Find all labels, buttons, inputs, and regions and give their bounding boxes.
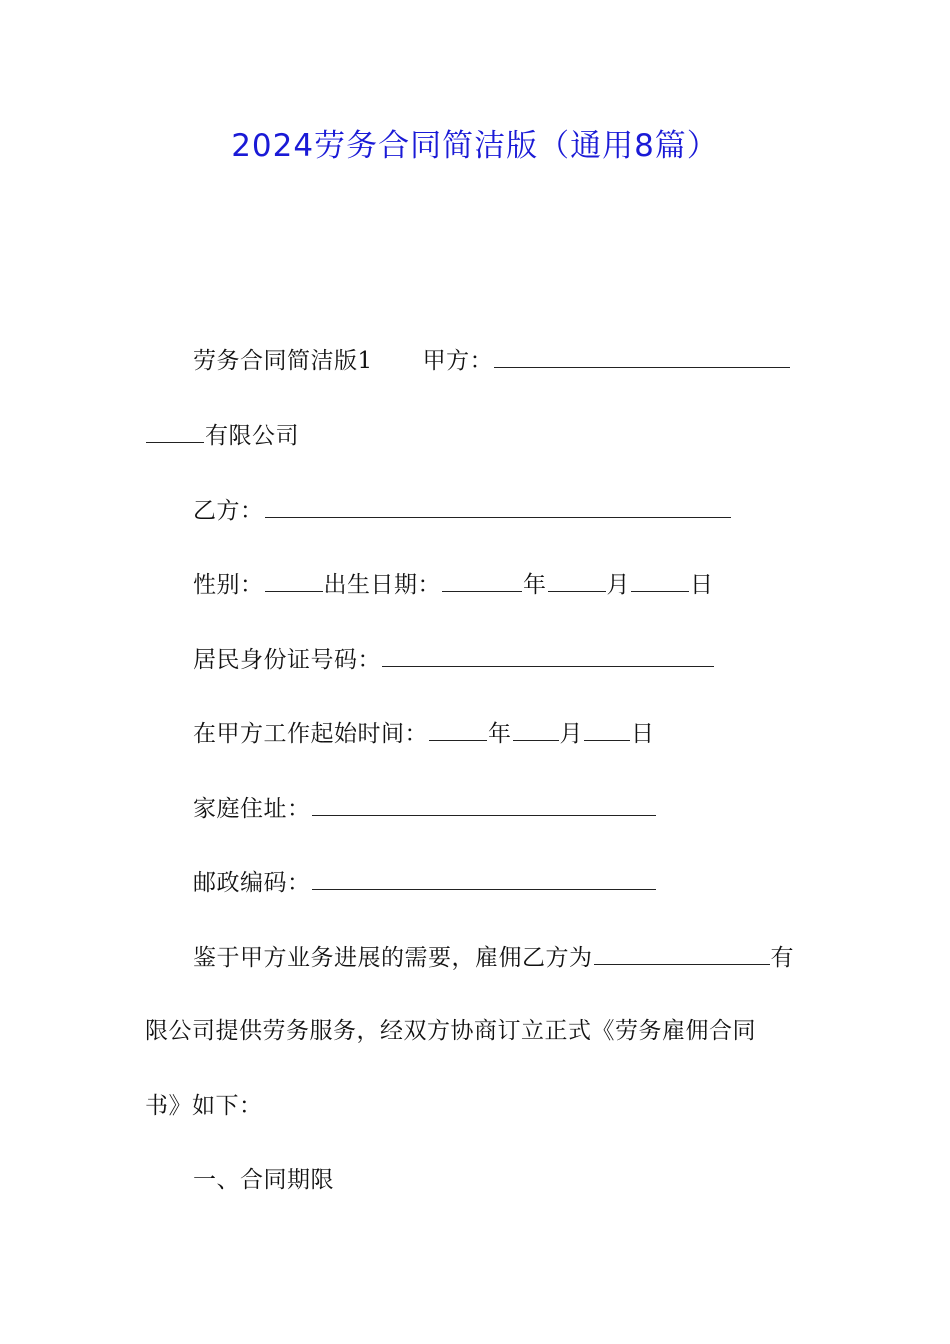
id-number-blank [382,644,714,667]
company-suffix: 有限公司 [205,423,299,449]
paragraph-text-2: 有 [770,945,794,971]
paragraph-line-3: 书》如下： [145,1093,263,1119]
start-day-blank [584,718,630,741]
postal-code-label: 邮政编码： [193,870,311,896]
address-blank [312,793,656,816]
birth-year-label: 年 [523,572,547,598]
party-a-blank [494,345,790,368]
id-number-label: 居民身份证号码： [193,647,381,673]
document-title: 2024劳务合同简洁版（通用8篇） [231,128,719,164]
birth-day-blank [631,569,689,592]
address-label: 家庭住址： [193,796,311,822]
gender-birth-line [193,569,714,600]
id-number-line [193,644,715,675]
company-name-blank [146,420,204,443]
contract-heading: 劳务合同简洁版1 [193,348,373,374]
start-month-blank [513,718,559,741]
start-month-label: 月 [559,721,583,747]
contract-heading-line [193,345,791,376]
address-line [193,793,657,824]
party-a-label: 甲方： [422,348,494,374]
employer-name-blank [594,942,770,965]
postal-code-line [193,867,657,898]
birth-label: 出生日期： [323,572,441,598]
party-b-blank [265,495,731,518]
paragraph-line-2: 限公司提供劳务服务，经双方协商订立正式《劳务雇佣合同 [145,1018,756,1044]
start-year-label: 年 [488,721,512,747]
birth-day-label: 日 [690,572,714,598]
start-day-label: 日 [631,721,655,747]
party-b-line [193,495,732,526]
birth-month-label: 月 [606,572,630,598]
gender-blank [265,569,323,592]
postal-code-blank [312,867,656,890]
birth-month-blank [548,569,606,592]
start-time-line [193,718,655,749]
company-line [145,420,299,451]
paragraph-line-1 [193,942,794,973]
paragraph-text-1: 鉴于甲方业务进展的需要，雇佣乙方为 [193,945,593,971]
birth-year-blank [442,569,522,592]
section-heading: 一、合同期限 [193,1167,334,1193]
party-b-label: 乙方： [193,498,264,524]
start-year-blank [429,718,487,741]
gender-label: 性别： [193,572,264,598]
start-time-label: 在甲方工作起始时间： [193,721,428,747]
